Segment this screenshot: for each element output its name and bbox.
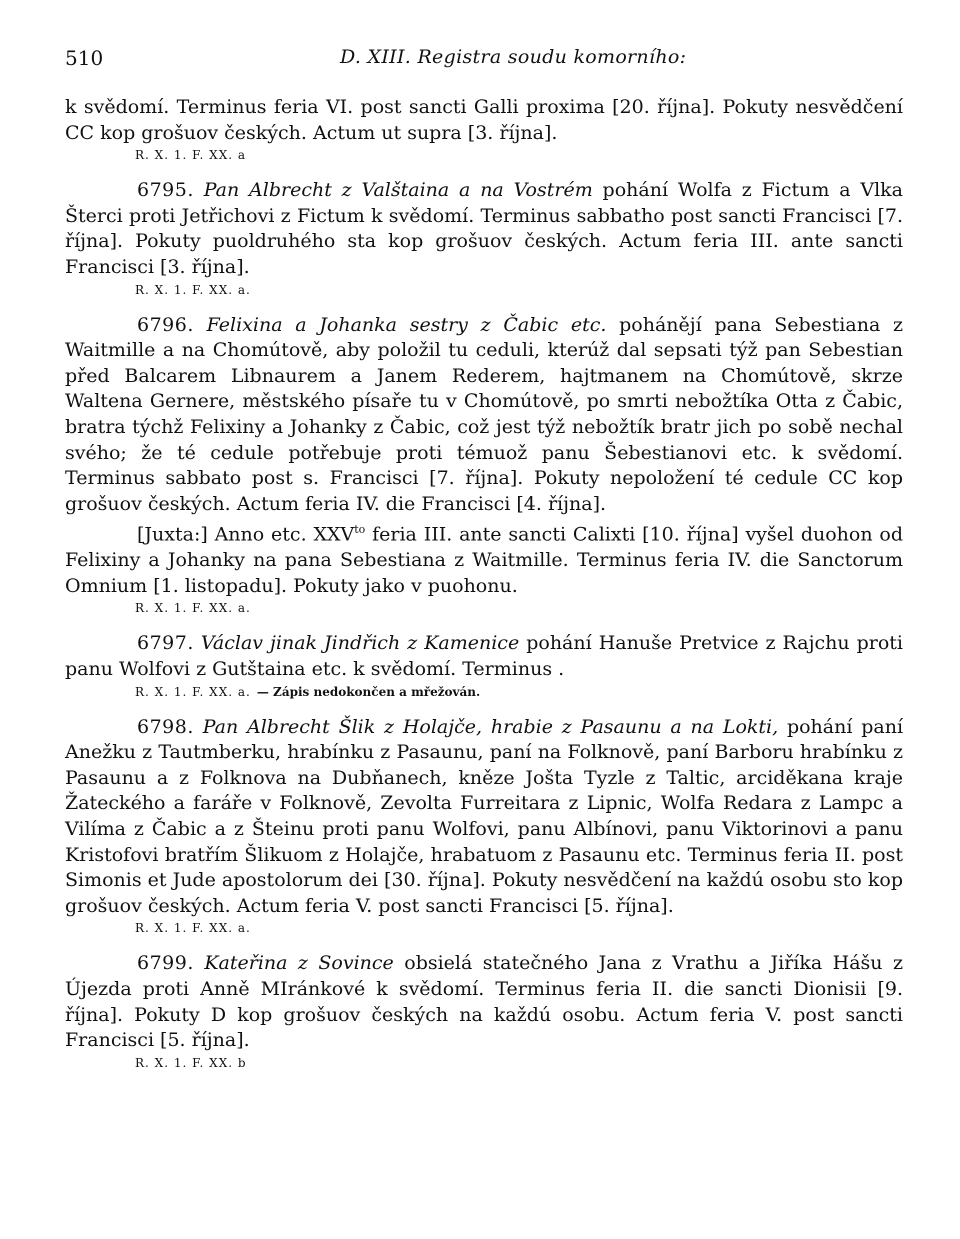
entry-text: pohání Hanuše Pretvice z Rajchu proti panu Wolfovi z Gutštaina etc. k svědomí. Terminus . bbox=[65, 632, 904, 681]
entry-text: pohánějí pana Sebestiana z Waitmille a na Chomútově, aby položil tu ceduli, kterúž dal sepsati týž pan Sebestian před Balcarem Libnaurem a Janem Rederem, hajtmanem na Chomútově, skrze Waltena Gernere, městského písaře tu v Chomútově, po smrti nebožtíka Otta z Čabic, bratra týchž Felixiny a Johanky z Čabic, což jest týž nebožtík bratr jich po sobě nechal svého; že té cedule potřebuje proti témuož panu Šebestianovi etc. k svědomí. Terminus sabbato post s. Francisci [7. října]. Pokuty nepoložení té cedule CC kop grošuov českých. Actum feria IV. die Francisci [4. října]. bbox=[65, 313, 904, 515]
archive-signature: R. X. 1. F. XX. a. bbox=[135, 684, 251, 699]
entry-text: pohání Wolfa z Fictum a Vlka Šterci proti Jetřichovi z Fictum k svědomí. Terminus sabbatho post sancti Francisci [7. října]. Pokuty puoldruhého sta kop grošuov českých. Actum feria III. ante sancti Francisci [3. října]. bbox=[65, 179, 903, 278]
archive-signature: R. X. 1. F. XX. b bbox=[135, 1055, 247, 1070]
entry-6795 bbox=[65, 178, 903, 280]
archive-signature: R. X. 1. F. XX. a. bbox=[135, 921, 251, 936]
entry-party: Pan Albrecht z Valštaina a na Vostrém bbox=[203, 179, 593, 202]
entry-party: Pan Albrecht Šlik z Holajče, hrabie z Pasaunu a na Lokti, bbox=[202, 715, 779, 738]
entry-6797 bbox=[65, 631, 903, 682]
page-header bbox=[65, 46, 910, 76]
entry-6796 bbox=[65, 313, 903, 518]
paragraph-text: k svědomí. Terminus feria VI. post sancti Galli proxima [20. října]. Pokuty nesvědčení CC kop grošuov českých. Actum ut supra [3. října]. bbox=[65, 96, 903, 144]
page-number: 510 bbox=[65, 46, 104, 70]
juxta-text-b: feria III. ante sancti Calixti [10. října] vyšel duohon od Felixiny a Johanky na pana Sebestiana z Waitmille. Terminus feria IV. die Sanctorum Omnium [1. listopadu]. Pokuty jako v puohonu. bbox=[65, 523, 903, 597]
entry-6796-juxta bbox=[65, 517, 903, 599]
entry-number: 6796. bbox=[137, 313, 194, 336]
archive-signature: R. X. 1. F. XX. a. bbox=[135, 282, 251, 297]
entry-number: 6798. bbox=[137, 715, 194, 738]
entry-party: Václav jinak Jindřich z Kamenice bbox=[200, 632, 520, 655]
running-title: D. XIII. Registra soudu komorního: bbox=[340, 46, 687, 68]
entry-text: obsielá statečného Jana z Vrathu a Jiříka Hášu z Újezda proti Anně MIránkové k svědomí. Terminus feria II. die sancti Dionisii [9. října]. Pokuty D kop grošuov českých na každú osobu. Actum feria V. post sancti Francisci [5. října]. bbox=[65, 952, 903, 1052]
juxta-superscript: to bbox=[354, 523, 366, 537]
entry-6799 bbox=[65, 951, 903, 1053]
entry-number: 6799. bbox=[137, 952, 194, 975]
entry-number: 6795. bbox=[137, 179, 194, 202]
juxta-text-a: [Juxta:] Anno etc. XXV bbox=[137, 523, 355, 546]
entry-party: Kateřina z Sovince bbox=[204, 952, 394, 975]
page-body bbox=[65, 95, 903, 1080]
entry-text: pohání paní Anežku z Tautmberku, hrabínku z Pasaunu, paní na Folknově, paní Barboru hrabínku z Pasaunu a z Folknova na Dubňanech, kněze Jošta Tyzle z Taltic, arciděkana kraje Žateckého a faráře v Folknově, Zevolta Furreitara z Lipnic, Wolfa Redara z Lampc a Vilíma z Čabic a z Šteinu proti panu Wolfovi, panu Albínovi, panu Viktorinovi a panu Kristofovi bratřím Šlikuom z Holajče, hrabatuom z Pasaunu etc. Terminus feria II. post Simonis et Jude apostolorum dei [30. října]. Pokuty nesvědčení na každú osobu sto kop grošuov českých. Actum feria V. post sancti Francisci [5. října]. bbox=[65, 715, 904, 917]
editorial-note: — Zápis nedokončen a mřežován. bbox=[256, 684, 481, 699]
entry-party: Felixina a Johanka sestry z Čabic etc. bbox=[206, 313, 607, 336]
entry-number: 6797. bbox=[137, 632, 194, 655]
archive-signature: R. X. 1. F. XX. a bbox=[135, 148, 247, 163]
archive-signature-with-note bbox=[65, 683, 903, 701]
entry-6798 bbox=[65, 715, 903, 920]
paragraph-continuation bbox=[65, 95, 903, 146]
archive-signature: R. X. 1. F. XX. a. bbox=[135, 601, 251, 616]
